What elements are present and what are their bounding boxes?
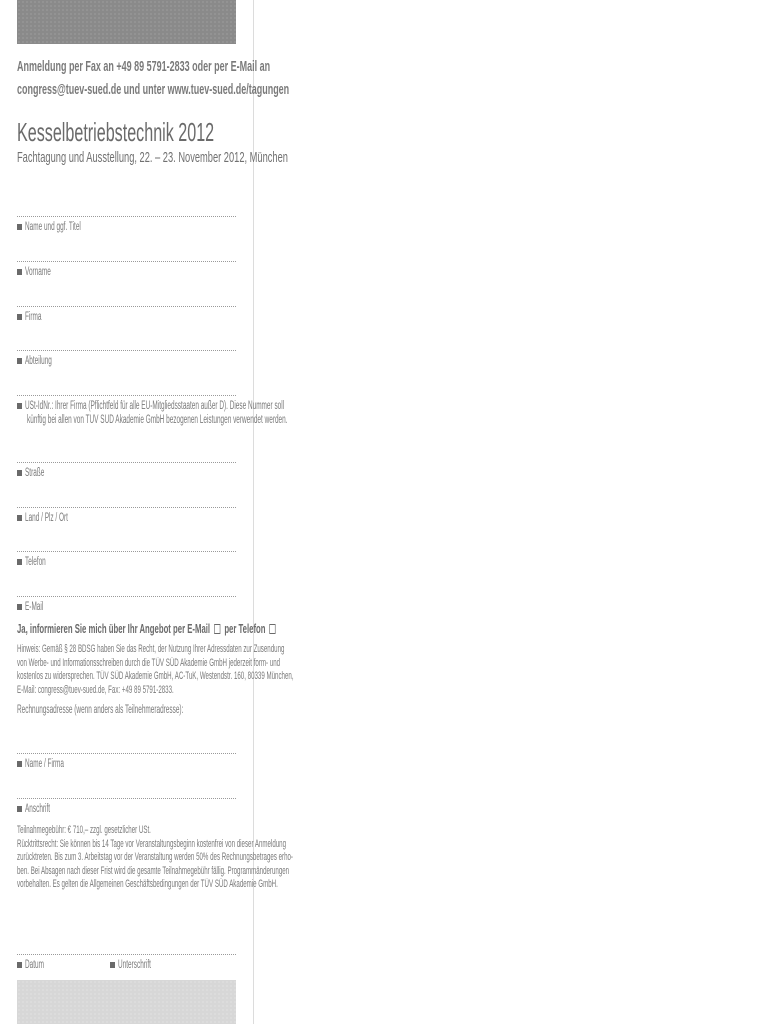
- event-subtitle: Fachtagung und Ausstellung, 22. – 23. November 2012, München: [17, 149, 288, 166]
- abteilung-label: Abteilung: [17, 355, 73, 367]
- vorname-field[interactable]: [17, 261, 236, 262]
- footer-banner: [17, 980, 236, 1024]
- square-bullet-icon: [17, 806, 22, 812]
- privacy-notice-line: von Werbe- und Informationsschreiben durch die TÜV SÜD Akademie GmbH jederzeit form- und: [17, 656, 281, 669]
- ust-id-label: USt-IdNr.: Ihrer Firma (Pflichtfeld für alle EU-Mitgliedsstaaten außer D). Diese Nummer soll: [17, 400, 488, 412]
- privacy-notice-line: Hinweis: Gemäß § 28 BDSG haben Sie das Recht, der Nutzung Ihrer Adressdaten zur Zusendung: [17, 643, 285, 655]
- datum-label: Datum: [17, 959, 59, 971]
- privacy-notice-line: kostenlos zu widersprechen. TÜV SÜD Akademie GmbH, AC-TuK, Westendstr. 160, 80339 München,: [17, 670, 294, 682]
- terms-line: ben. Bei Absagen nach dieser Frist wird die gesamte Teilnahmegebühr fällig. Programmänderungen: [17, 864, 290, 877]
- square-bullet-icon: [17, 224, 22, 230]
- abteilung-field[interactable]: [17, 350, 236, 351]
- privacy-notice-line: E-Mail: congress@tuev-sued.de, Fax: +49 89 5791-2833.: [17, 683, 174, 696]
- signature-field[interactable]: [17, 954, 236, 955]
- email-field[interactable]: [17, 596, 236, 597]
- page-title: Kesselbetriebstechnik 2012: [17, 117, 215, 147]
- billing-address-field[interactable]: [17, 798, 236, 799]
- name-field[interactable]: [17, 216, 236, 217]
- ort-label: Land / Plz / Ort: [17, 512, 102, 524]
- vorname-label: Vorname: [17, 266, 71, 278]
- billing-heading: Rechnungsadresse (wenn anders als Teilnehmeradresse):: [17, 704, 184, 716]
- billing-name-field[interactable]: [17, 753, 236, 754]
- fax-instruction: Anmeldung per Fax an +49 89 5791-2833 oder per E-Mail an: [17, 59, 271, 75]
- square-bullet-icon: [17, 962, 22, 968]
- billing-name-label: Name / Firma: [17, 758, 95, 770]
- strasse-field[interactable]: [17, 462, 236, 463]
- ort-field[interactable]: [17, 507, 236, 508]
- terms-line: zurücktreten. Bis zum 3. Arbeitstag vor der Veranstaltung werden 50% des Rechnungsbetrages erho-: [17, 851, 293, 863]
- privacy-notice: [17, 643, 511, 697]
- square-bullet-icon: [17, 269, 22, 275]
- ust-id-note: künftig bei allen von TÜV SÜD Akademie GmbH bezogenen Leistungen verwendet werden.: [27, 414, 288, 426]
- square-bullet-icon: [17, 403, 22, 409]
- square-bullet-icon: [17, 515, 22, 521]
- firma-label: Firma: [17, 311, 54, 323]
- strasse-label: Straße: [17, 467, 60, 479]
- name-label: Name und ggf. Titel: [17, 221, 125, 233]
- telefon-label: Telefon: [17, 556, 62, 568]
- square-bullet-icon: [110, 962, 115, 968]
- telefon-field[interactable]: [17, 551, 236, 552]
- email-checkbox[interactable]: [214, 624, 220, 634]
- square-bullet-icon: [17, 559, 22, 565]
- terms-line: Rücktrittsrecht: Sie können bis 14 Tage vor Veranstaltungsbeginn kostenfrei von dieser Anmeldung: [17, 837, 287, 850]
- header-banner: [17, 0, 236, 44]
- billing-address-label: Anschrift: [17, 803, 70, 815]
- email-web-instruction: congress@tuev-sued.de und unter www.tuev-sued.de/tagungen: [17, 82, 290, 98]
- unterschrift-label: Unterschrift: [110, 959, 177, 971]
- terms-line: vorbehalten. Es gelten die Allgemeinen Geschäftsbedingungen der TÜV SÜD Akademie GmbH.: [17, 878, 278, 890]
- square-bullet-icon: [17, 314, 22, 320]
- telefon-checkbox[interactable]: [270, 624, 276, 634]
- square-bullet-icon: [17, 470, 22, 476]
- square-bullet-icon: [17, 761, 22, 767]
- terms-line: Teilnahmegebühr: € 710,– zzgl. gesetzlicher USt.: [17, 824, 151, 836]
- firma-field[interactable]: [17, 306, 236, 307]
- terms-text: [17, 824, 510, 892]
- square-bullet-icon: [17, 604, 22, 610]
- email-label: E-Mail: [17, 601, 58, 613]
- square-bullet-icon: [17, 358, 22, 364]
- ust-id-field[interactable]: [17, 395, 236, 396]
- info-consent-question: Ja, informieren Sie mich über Ihr Angebot per E-Mail per Telefon: [17, 622, 437, 636]
